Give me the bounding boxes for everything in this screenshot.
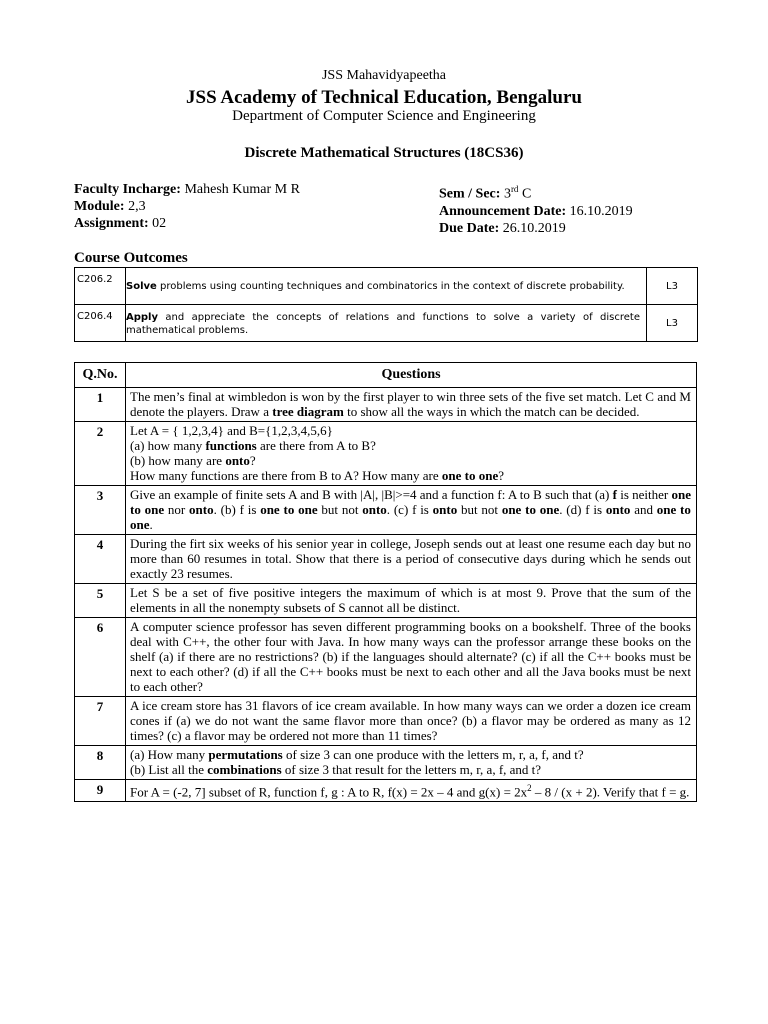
co-description: [126, 305, 647, 342]
institution-name: JSS Mahavidyapeetha: [321, 68, 447, 83]
due-label: Due Date:: [439, 220, 500, 236]
text-span: (a) How many: [130, 747, 209, 762]
table-row: [75, 780, 697, 802]
faculty-label: Faculty Incharge:: [74, 182, 181, 197]
text-line: Let A = { 1,2,3,4} and B={1,2,3,4,5,6}: [130, 423, 333, 438]
meta-left: [74, 181, 300, 232]
text-span: is neither: [616, 487, 672, 502]
announce-value: 16.10.2019: [566, 203, 633, 219]
questions-header-row: [75, 363, 697, 388]
table-row: [75, 618, 697, 697]
bold-term: combinations: [207, 762, 282, 777]
faculty-value: Mahesh Kumar M R: [180, 182, 300, 197]
bold-term: one to one: [501, 502, 560, 517]
text-line: [130, 747, 691, 762]
text-span: but not: [317, 502, 363, 517]
question-number: 1: [75, 388, 126, 422]
academy-title: JSS Academy of Technical Education, Bengaluru: [186, 87, 582, 108]
table-row: [75, 388, 697, 422]
text-line: [130, 762, 691, 777]
co-verb: Apply: [126, 311, 159, 323]
module-label: Module:: [74, 199, 125, 214]
subject-title: Discrete Mathematical Structures (18CS36): [244, 145, 524, 161]
co-code: C206.2: [75, 268, 126, 305]
bold-term: f: [612, 487, 617, 502]
superscript: 2: [527, 783, 532, 793]
question-number: 4: [75, 535, 126, 584]
question-text: A computer science professor has seven different programming books on a bookshelf. Three of the books deal with C++, the other four with Java. In how many ways can the professor arrange these books on the shelf (a) if there are no restrictions? (b) if the languages should alternate? (c) if all the C++ books must be next to each other? (d) if all the C++ books must be next to each other and all the Java books must be next to each other?: [126, 618, 697, 697]
department-name: Department of Computer Science and Engineering: [232, 108, 536, 124]
text-span: (a) how many: [130, 438, 206, 453]
text-span: are there from A to B?: [256, 438, 376, 453]
co-text: and appreciate the concepts of relations and functions to solve a variety of discrete mathematical problems.: [126, 311, 640, 336]
due-row: [439, 220, 633, 237]
question-text: A ice cream store has 31 flavors of ice cream available. In how many ways can we order a dozen ice cream cones if (a) we do not want the same flavor more than once? (b) a flavor may be ordered as many as 12 times? (c) a flavor may be ordered not more than 11 times?: [126, 697, 697, 746]
question-text: [126, 422, 697, 486]
text-span: but not: [457, 502, 502, 517]
sem-value: 3: [500, 186, 511, 202]
text-span: of size 3 can one produce with the letters m, r, a, f, and t?: [282, 747, 584, 762]
co-code: C206.4: [75, 305, 126, 342]
question-number: 7: [75, 697, 126, 746]
text-line: [130, 438, 691, 453]
text-span: For A = (-2, 7] subset of R, function f, g : A to R, f(x) = 2x – 4 and g(x) = 2x: [130, 784, 528, 800]
module-value: 2,3: [124, 199, 146, 214]
qno-header: Q.No.: [75, 363, 126, 388]
table-row: [75, 697, 697, 746]
sem-label: Sem / Sec:: [439, 186, 501, 202]
sem-row: [439, 181, 633, 203]
text-span: – 8 / (x + 2). Verify that f = g.: [531, 784, 690, 800]
question-number: 5: [75, 584, 126, 618]
questions-table: [74, 362, 697, 802]
table-row: [75, 535, 697, 584]
question-number: 3: [75, 486, 126, 535]
table-row: [75, 746, 697, 780]
text-span: How many functions are there from B to A? How many are: [130, 468, 442, 483]
question-text: During the firt six weeks of his senior year in college, Joseph sends out at least one resume each day but no more than 60 resumes in total. Show that there is a period of consecutive days during which he sends out exactly 23 resumes.: [126, 535, 697, 584]
faculty-row: [74, 181, 300, 198]
assignment-label: Assignment:: [74, 216, 149, 231]
text-span: (b) List all the: [130, 762, 208, 777]
meta-right: [439, 181, 633, 237]
co-level: L3: [647, 305, 698, 342]
question-number: 9: [75, 780, 126, 802]
announce-label: Announcement Date:: [439, 203, 567, 219]
bold-term: one to one: [130, 487, 691, 517]
bold-term: onto: [432, 502, 458, 517]
question-text: [126, 780, 697, 802]
text-line: [130, 468, 691, 483]
text-span: and: [630, 502, 657, 517]
course-outcomes-table: [74, 267, 698, 342]
text-span: to show all the ways in which the match can be decided.: [343, 404, 640, 419]
question-text: [126, 486, 697, 535]
text-span: Give an example of finite sets A and B with |A|, |B|>=4 and a function f: A to B such that (a): [130, 487, 613, 502]
bold-term: tree diagram: [272, 404, 344, 419]
text-span: ?: [498, 468, 505, 483]
text-span: ?: [249, 453, 256, 468]
co-verb: Solve: [126, 281, 157, 292]
bold-term: permutations: [208, 747, 283, 762]
sec-value: C: [518, 186, 532, 202]
text-span: (b) how many are: [130, 453, 226, 468]
bold-term: onto: [362, 502, 387, 517]
bold-term: one to one: [130, 502, 691, 532]
question-text: [126, 388, 697, 422]
question-number: 8: [75, 746, 126, 780]
text-span: . (b) f is: [213, 502, 261, 517]
text-span: . (c) f is: [386, 502, 433, 517]
co-row: [75, 268, 698, 305]
question-number: 2: [75, 422, 126, 486]
table-row: [75, 486, 697, 535]
question-number: 6: [75, 618, 126, 697]
text-span: of size 3 that result for the letters m, r, a, f, and t?: [281, 762, 542, 777]
bold-term: one to one: [260, 502, 318, 517]
bold-term: onto: [605, 502, 631, 517]
co-description: [126, 268, 647, 305]
bold-term: onto: [225, 453, 250, 468]
question-header: Questions: [126, 363, 697, 388]
bold-term: functions: [205, 438, 257, 453]
text-span: nor: [164, 502, 190, 517]
co-level: L3: [647, 268, 698, 305]
text-span: The men’s final at wimbledon is won by the first player to win three sets of the five set match. Let C and M denote the players. Draw a: [130, 389, 691, 419]
question-text: Let S be a set of five positive integers the maximum of which is at most 9. Prove that the sum of the elements in all the nonempty subsets of S cannot all be distinct.: [126, 584, 697, 618]
assignment-value: 02: [148, 216, 167, 231]
question-text: [126, 746, 697, 780]
course-outcomes-heading: Course Outcomes: [74, 250, 188, 266]
announce-row: [439, 203, 633, 220]
co-text: problems using counting techniques and combinatorics in the context of discrete probability.: [156, 281, 625, 292]
table-row: [75, 422, 697, 486]
table-row: [75, 584, 697, 618]
text-span: . (d) f is: [559, 502, 606, 517]
assignment-row: [74, 215, 300, 232]
module-row: [74, 198, 300, 215]
sem-suffix: rd: [510, 184, 519, 194]
bold-term: onto: [189, 502, 214, 517]
co-row: [75, 305, 698, 342]
text-line: [130, 453, 691, 468]
text-span: .: [149, 517, 153, 532]
bold-term: one to one: [441, 468, 499, 483]
due-value: 26.10.2019: [499, 220, 566, 236]
